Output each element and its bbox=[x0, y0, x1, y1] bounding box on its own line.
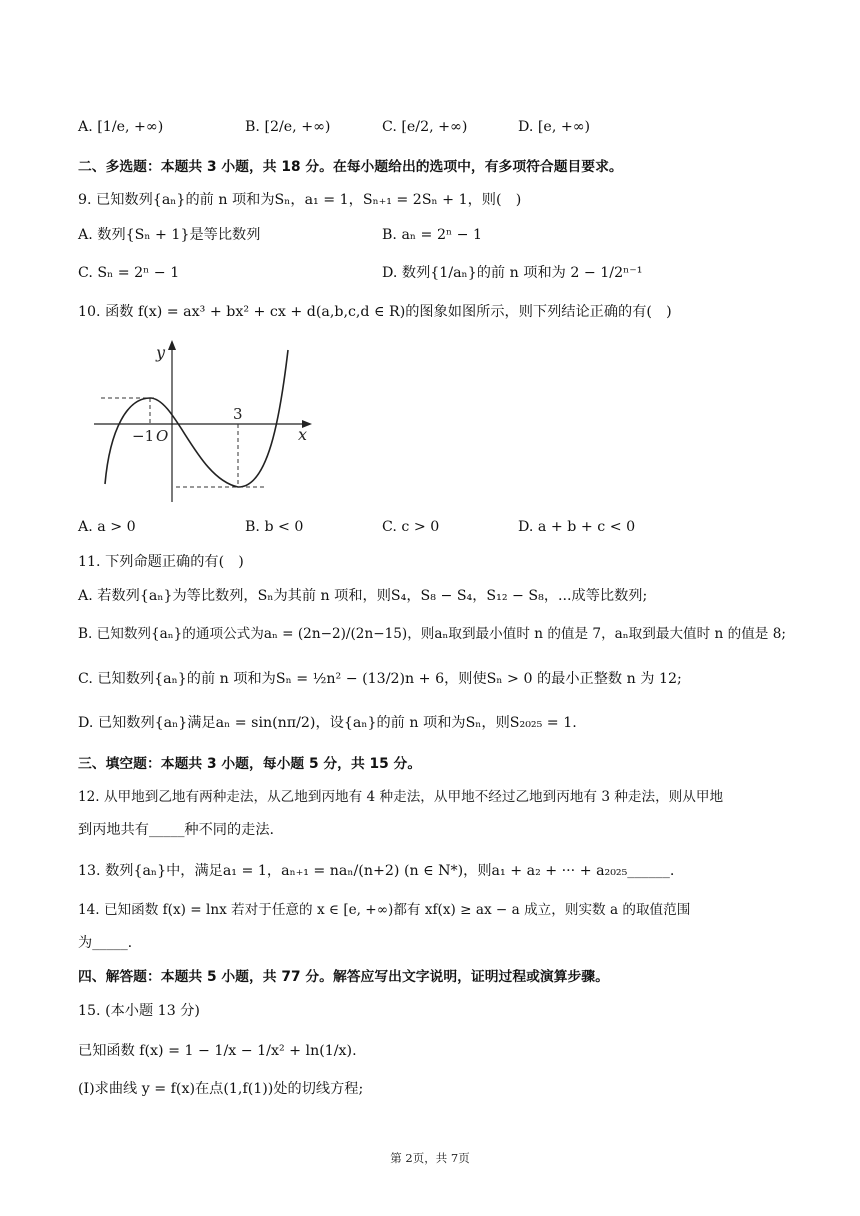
q11-option-c: C. 已知数列{aₙ}的前 n 项和为Sₙ = ½n² − (13/2)n + 6，则使Sₙ > 0 的最小正整数 n 为 12; bbox=[78, 671, 682, 687]
cubic-function-graph bbox=[88, 338, 328, 508]
q10-option-a: A. a > 0 bbox=[78, 519, 136, 535]
q11-option-a: A. 若数列{aₙ}为等比数列，Sₙ为其前 n 项和，则S₄，S₈ − S₄，S₁₂ − S₈，...成等比数列; bbox=[78, 588, 648, 604]
q8-option-b: B. [2/e, +∞) bbox=[245, 119, 331, 135]
cubic-curve bbox=[105, 350, 288, 487]
y-axis-arrow bbox=[168, 340, 176, 350]
q15-given: 已知函数 f(x) = 1 − 1/x − 1/x² + ln(1/x). bbox=[78, 1043, 357, 1059]
y-axis-label: y bbox=[156, 343, 166, 362]
q11-option-d: D. 已知数列{aₙ}满足aₙ = sin(nπ/2)，设{aₙ}的前 n 项和为Sₙ，则S₂₀₂₅ = 1. bbox=[78, 715, 577, 731]
section-heading-solutions: 四、解答题：本题共 5 小题，共 77 分。解答应写出文字说明，证明过程或演算步骤。 bbox=[78, 969, 609, 985]
q12-line-2: 到丙地共有_____种不同的走法. bbox=[78, 822, 275, 838]
page-footer: 第 2页，共 7页 bbox=[390, 1151, 470, 1165]
section-heading-fill-in: 三、填空题：本题共 3 小题，每小题 5 分，共 15 分。 bbox=[78, 756, 422, 772]
q9-option-d: D. 数列{1/aₙ}的前 n 项和为 2 − 1/2ⁿ⁻¹ bbox=[382, 265, 643, 281]
section-heading-multiple-choice: 二、多选题：本题共 3 小题，共 18 分。在每小题给出的选项中，有多项符合题目要求。 bbox=[78, 159, 623, 175]
q15-header: 15. (本小题 13 分) bbox=[78, 1003, 200, 1019]
origin-label: O bbox=[156, 427, 169, 445]
q13-text: 13. 数列{aₙ}中，满足a₁ = 1，aₙ₊₁ = naₙ/(n+2) (n ∈ N*)，则a₁ + a₂ + ··· + a₂₀₂₅______. bbox=[78, 863, 675, 879]
three-label: 3 bbox=[233, 405, 243, 423]
q10-option-c: C. c > 0 bbox=[382, 519, 440, 535]
q14-line-2: 为_____. bbox=[78, 935, 133, 951]
q9-stem: 9. 已知数列{aₙ}的前 n 项和为Sₙ，a₁ = 1，Sₙ₊₁ = 2Sₙ + 1，则( ) bbox=[78, 192, 522, 208]
minus-one-label: −1 bbox=[132, 427, 155, 445]
q11-option-b: B. 已知数列{aₙ}的通项公式为aₙ = (2n−2)/(2n−15)，则aₙ取到最小值时 n 的值是 7，aₙ取到最大值时 n 的值是 8; bbox=[78, 626, 786, 642]
q9-option-c: C. Sₙ = 2ⁿ − 1 bbox=[78, 265, 180, 281]
q8-option-a: A. [1/e, +∞) bbox=[78, 119, 164, 135]
q10-option-d: D. a + b + c < 0 bbox=[518, 519, 636, 535]
q15-part-1: (Ⅰ)求曲线 y = f(x)在点(1,f(1))处的切线方程; bbox=[78, 1081, 364, 1097]
q8-option-c: C. [e/2, +∞) bbox=[382, 119, 468, 135]
q8-option-d: D. [e, +∞) bbox=[518, 119, 591, 135]
q10-option-b: B. b < 0 bbox=[245, 519, 304, 535]
q11-stem: 11. 下列命题正确的有( ) bbox=[78, 554, 244, 570]
x-axis-label: x bbox=[298, 425, 308, 444]
q9-option-b: B. aₙ = 2ⁿ − 1 bbox=[382, 227, 483, 243]
q10-stem: 10. 函数 f(x) = ax³ + bx² + cx + d(a,b,c,d ∈ R)的图象如图所示，则下列结论正确的有( ) bbox=[78, 304, 672, 320]
q12-line-1: 12. 从甲地到乙地有两种走法，从乙地到丙地有 4 种走法，从甲地不经过乙地到丙地有 3 种走法，则从甲地 bbox=[78, 789, 724, 805]
q14-line-1: 14. 已知函数 f(x) = lnx 若对于任意的 x ∈ [e, +∞)都有 xf(x) ≥ ax − a 成立，则实数 a 的取值范围 bbox=[78, 902, 691, 918]
q9-option-a: A. 数列{Sₙ + 1}是等比数列 bbox=[78, 227, 261, 243]
